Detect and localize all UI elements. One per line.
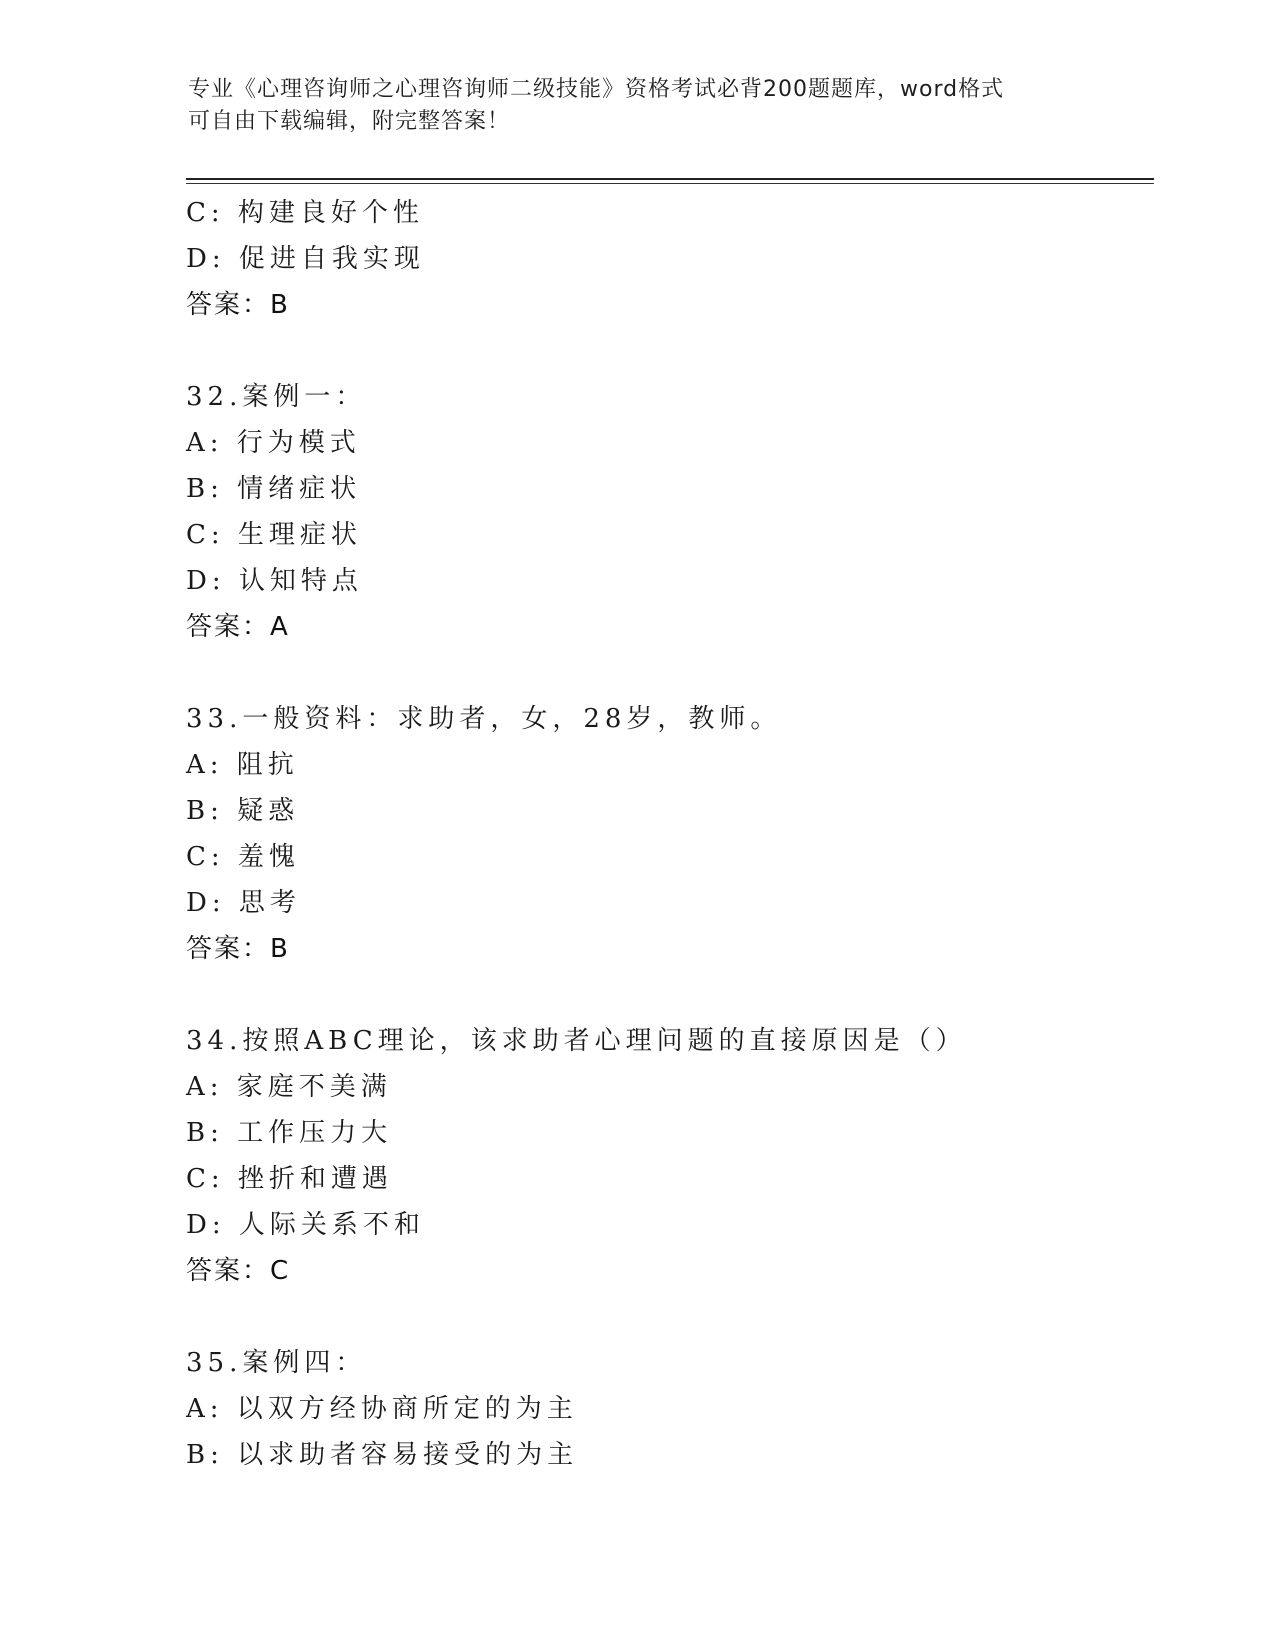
option-d: D: 人际关系不和 (186, 1210, 425, 1240)
question-title: 35.案例四： (186, 1348, 367, 1378)
option-c: C: 生理症状 (186, 520, 362, 550)
question-34 (186, 1018, 1146, 1294)
option-b: B: 情绪症状 (186, 474, 362, 504)
option-d: D: 思考 (186, 888, 301, 918)
question-title: 34.按照ABC理论，该求助者心理问题的直接原因是（） (186, 1026, 967, 1056)
option-c: C: 构建良好个性 (186, 198, 424, 228)
question-31 (186, 190, 1146, 328)
option-b: B: 工作压力大 (186, 1118, 393, 1148)
question-title: 32.案例一： (186, 382, 367, 412)
answer: 答案：A (186, 612, 290, 642)
question-33 (186, 696, 1146, 972)
option-d: D: 促进自我实现 (186, 244, 425, 274)
answer: 答案：B (186, 934, 290, 964)
spacer (186, 650, 1146, 696)
option-a: A: 以双方经协商所定的为主 (186, 1394, 578, 1424)
header-divider-thin (186, 183, 1154, 184)
question-list (186, 190, 1146, 1478)
header-line-1: 专业《心理咨询师之心理咨询师二级技能》资格考试必背200题题库，word格式 (188, 77, 1005, 102)
header-divider-thick (186, 178, 1154, 180)
header-line-2: 可自由下载编辑，附完整答案！ (188, 109, 511, 134)
option-b: B: 以求助者容易接受的为主 (186, 1440, 579, 1470)
option-a: A: 阻抗 (186, 750, 299, 780)
document-header (188, 74, 1088, 138)
spacer (186, 1294, 1146, 1340)
option-c: C: 挫折和遭遇 (186, 1164, 393, 1194)
answer: 答案：B (186, 290, 290, 320)
option-a: A: 家庭不美满 (186, 1072, 392, 1102)
option-c: C: 羞愧 (186, 842, 300, 872)
answer: 答案：C (186, 1256, 291, 1286)
question-32 (186, 374, 1146, 650)
option-b: B: 疑惑 (186, 796, 300, 826)
option-a: A: 行为模式 (186, 428, 361, 458)
question-title: 33.一般资料：求助者，女，28岁，教师。 (186, 704, 782, 734)
spacer (186, 328, 1146, 374)
spacer (186, 972, 1146, 1018)
question-35 (186, 1340, 1146, 1478)
option-d: D: 认知特点 (186, 566, 363, 596)
